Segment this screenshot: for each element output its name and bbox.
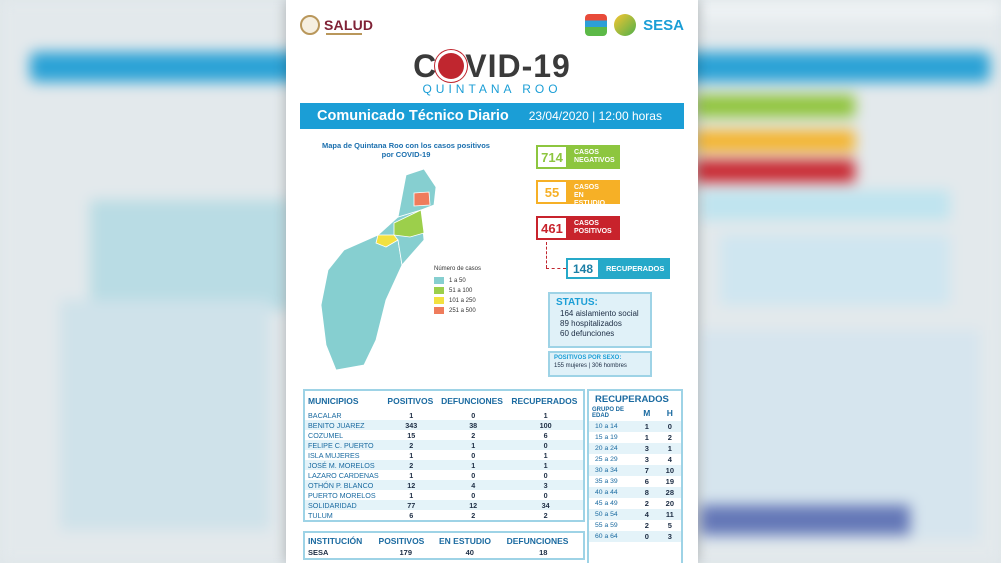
table-cell: 19: [665, 477, 674, 486]
column-header: POSITIVOS: [378, 536, 425, 546]
recovered-label: RECUPERADOS: [600, 258, 670, 279]
table-cell: 12: [384, 480, 438, 490]
table-cell: 15: [407, 430, 416, 440]
table-cell: 0: [543, 470, 548, 480]
table-row: [589, 520, 681, 531]
table-cell: 100: [508, 420, 584, 430]
sex-breakdown: 155 mujeres | 306 hombres: [554, 363, 627, 369]
table-row: [589, 487, 681, 498]
table-cell: 343: [384, 420, 438, 430]
age-group-header: GRUPO DE EDAD: [592, 407, 625, 419]
table-cell: 1: [543, 450, 548, 460]
age-group: 25 a 29: [595, 456, 618, 463]
table-row: [304, 500, 584, 510]
map-title: Mapa de Quintana Roo con los casos positivos por COVID-19: [322, 141, 490, 159]
recovered-value: 148: [566, 258, 600, 279]
table-cell: 1: [409, 450, 414, 460]
column-header: POSITIVOS: [387, 396, 434, 406]
table-cell: 1: [409, 490, 414, 500]
municipio-name: BACALAR: [308, 410, 342, 420]
legend-item: [434, 297, 481, 304]
municipio-name: TULUM: [308, 510, 333, 520]
municipio-name: COZUMEL: [308, 430, 344, 440]
table-cell: 77: [384, 500, 438, 510]
table-cell: 1: [438, 460, 508, 470]
municipio-name: BENITO JUAREZ: [304, 420, 384, 430]
municipio-name: PUERTO MORELOS: [308, 490, 376, 500]
table-cell: 2: [471, 430, 476, 440]
municipio-name: FELIPE C. PUERTO: [304, 440, 384, 450]
table-cell: 1: [644, 433, 649, 442]
page-subtitle: QUINTANA ROO: [422, 82, 562, 96]
table-row: [304, 430, 584, 440]
table-cell: 179: [399, 548, 413, 557]
legend-swatch: [434, 287, 444, 294]
table-cell: 0: [471, 470, 476, 480]
table-cell: 10: [659, 465, 681, 476]
legend-swatch: [434, 297, 444, 304]
negative-cases-box: [536, 145, 620, 169]
table-cell: 40: [465, 548, 474, 557]
virus-icon: [438, 53, 464, 79]
table-cell: 1: [659, 443, 681, 454]
table-cell: 2: [667, 433, 672, 442]
column-header: INSTITUCIÓN: [308, 536, 363, 546]
table-row: [589, 443, 681, 454]
title-text: C VID-19: [413, 48, 571, 84]
table-cell: 2: [471, 510, 476, 520]
table-cell: 3: [635, 443, 659, 454]
table-cell: 1: [508, 460, 584, 470]
government-logos: [585, 14, 684, 36]
sesa-logo: SESA: [643, 16, 684, 34]
age-group: 60 a 64: [589, 531, 635, 542]
table-row: [304, 480, 584, 490]
status-title: STATUS:: [556, 297, 598, 308]
table-cell: 0: [508, 440, 584, 450]
table-cell: 4: [635, 509, 659, 520]
table-cell: 38: [438, 420, 508, 430]
banner-date: 23/04/2020 | 12:00 horas: [528, 109, 662, 123]
cases-in-study-box: [536, 180, 620, 207]
sex-title: POSITIVOS POR SEXO:: [554, 355, 622, 361]
connector-line: [546, 268, 566, 269]
table-row: [589, 531, 681, 542]
state-government-logo-icon: [614, 14, 636, 36]
positives-by-sex-box: [548, 351, 652, 377]
status-line: 164 aislamiento social: [560, 309, 639, 318]
legend-label: 101 a 250: [449, 297, 476, 304]
municipio-name: SOLIDARIDAD: [304, 500, 384, 510]
table-cell: 2: [543, 510, 548, 520]
legend-swatch: [434, 307, 444, 314]
column-header: EN ESTUDIO: [439, 536, 491, 546]
seal-icon: [300, 15, 320, 35]
municipio-name: ISLA MUJERES: [308, 450, 360, 460]
table-cell: 1: [409, 410, 414, 420]
table-cell: 3: [508, 480, 584, 490]
table-cell: SESA: [308, 548, 329, 557]
legend-item: [434, 307, 481, 314]
table-cell: 1: [438, 440, 508, 450]
table-cell: 11: [659, 509, 681, 520]
table-cell: 1: [543, 410, 548, 420]
table-cell: 28: [659, 487, 681, 498]
connector-line: [546, 242, 547, 268]
positive-cases-label: CASOS POSITIVOS: [568, 216, 620, 240]
recovered-by-age-table: [587, 389, 683, 563]
map-legend: [434, 266, 481, 317]
covid-bulletin-poster: [286, 0, 698, 563]
legend-swatch: [434, 277, 444, 284]
table-row: [304, 440, 584, 450]
quintana-roo-logo-icon: [585, 14, 607, 36]
table-cell: 8: [635, 487, 659, 498]
column-header: DEFUNCIONES: [441, 396, 503, 406]
map-region-benito-juarez: [414, 192, 430, 206]
table-row: [589, 432, 681, 443]
table-cell: 4: [438, 480, 508, 490]
status-line: 60 defunciones: [560, 329, 615, 338]
legend-label: 51 a 100: [449, 287, 473, 294]
table-row: [304, 490, 584, 500]
table-cell: 0: [543, 490, 548, 500]
table-row: [589, 421, 681, 432]
salud-logo: [300, 15, 373, 35]
table-cell: 1: [409, 470, 414, 480]
municipio-name: LAZARO CARDENAS: [308, 470, 379, 480]
table-row: [304, 420, 584, 430]
positive-cases-value: 461: [536, 216, 568, 240]
table-cell: 6: [644, 477, 649, 486]
legend-item: [434, 277, 481, 284]
age-group: 40 a 44: [589, 487, 635, 498]
salud-logo-text: SALUD: [324, 17, 374, 33]
municipios-table: [303, 389, 585, 522]
table-cell: 34: [508, 500, 584, 510]
table-row: [304, 410, 584, 420]
banner-title: Comunicado Técnico Diario: [317, 108, 509, 124]
table-cell: 2: [644, 499, 649, 508]
page-title: [286, 48, 698, 85]
age-group: 15 a 19: [595, 434, 618, 441]
table-row: [304, 450, 584, 460]
table-cell: 3: [644, 455, 649, 464]
table-row: [304, 547, 584, 559]
status-line: 89 hospitalizados: [560, 319, 622, 328]
quintana-roo-map: [306, 165, 446, 380]
legend-title: Número de casos: [434, 266, 482, 272]
age-group: 50 a 54: [589, 509, 635, 520]
age-group: 55 a 59: [595, 522, 618, 529]
salud-logo-underline: [326, 33, 362, 35]
age-group: 35 a 39: [595, 478, 618, 485]
table-cell: 2: [384, 460, 438, 470]
table-cell: 0: [471, 490, 476, 500]
table-row: [589, 454, 681, 465]
table-row: [304, 510, 584, 521]
column-header: MUNICIPIOS: [308, 396, 359, 406]
table-cell: 1: [635, 421, 659, 432]
legend-label: 1 a 50: [449, 277, 466, 284]
cases-in-study-label: CASOS EN ESTUDIO: [568, 180, 620, 204]
table-cell: 12: [438, 500, 508, 510]
table-cell: 5: [667, 521, 672, 530]
age-group: 30 a 34: [589, 465, 635, 476]
female-header: H: [666, 408, 673, 418]
recovered-by-age-title: RECUPERADOS: [595, 394, 669, 405]
table-row: [304, 470, 584, 480]
legend-label: 251 a 500: [449, 307, 476, 314]
table-cell: 6: [409, 510, 414, 520]
negative-cases-label: CASOS NEGATIVOS: [568, 145, 620, 169]
table-cell: 6: [543, 430, 548, 440]
table-cell: 20: [665, 499, 674, 508]
municipio-name: OTHÓN P. BLANCO: [304, 480, 384, 490]
age-group: 45 a 49: [595, 500, 618, 507]
column-header: RECUPERADOS: [511, 396, 578, 406]
table-cell: 2: [644, 521, 649, 530]
table-cell: 3: [659, 531, 681, 542]
table-row: [589, 465, 681, 476]
municipio-name: JOSÉ M. MORELOS: [304, 460, 384, 470]
institucion-table: [303, 531, 585, 560]
table-cell: 7: [635, 465, 659, 476]
age-group: 10 a 14: [589, 421, 635, 432]
table-cell: 0: [471, 410, 476, 420]
table-cell: 0: [471, 450, 476, 460]
recovered-box: [566, 258, 670, 279]
status-box: [548, 292, 652, 348]
map-region-south: [321, 235, 402, 370]
table-cell: 0: [635, 531, 659, 542]
legend-item: [434, 287, 481, 294]
table-cell: 18: [539, 548, 548, 557]
table-row: [304, 460, 584, 470]
table-cell: 2: [384, 440, 438, 450]
column-header: DEFUNCIONES: [506, 536, 569, 546]
table-cell: 4: [667, 455, 672, 464]
table-row: [589, 509, 681, 520]
report-banner: [300, 103, 684, 129]
table-row: [589, 476, 681, 487]
table-row: [589, 498, 681, 509]
male-header: M: [643, 408, 651, 418]
negative-cases-value: 714: [536, 145, 568, 169]
table-cell: 0: [659, 421, 681, 432]
age-group: 20 a 24: [589, 443, 635, 454]
positive-cases-box: [536, 216, 620, 240]
cases-in-study-value: 55: [536, 180, 568, 204]
